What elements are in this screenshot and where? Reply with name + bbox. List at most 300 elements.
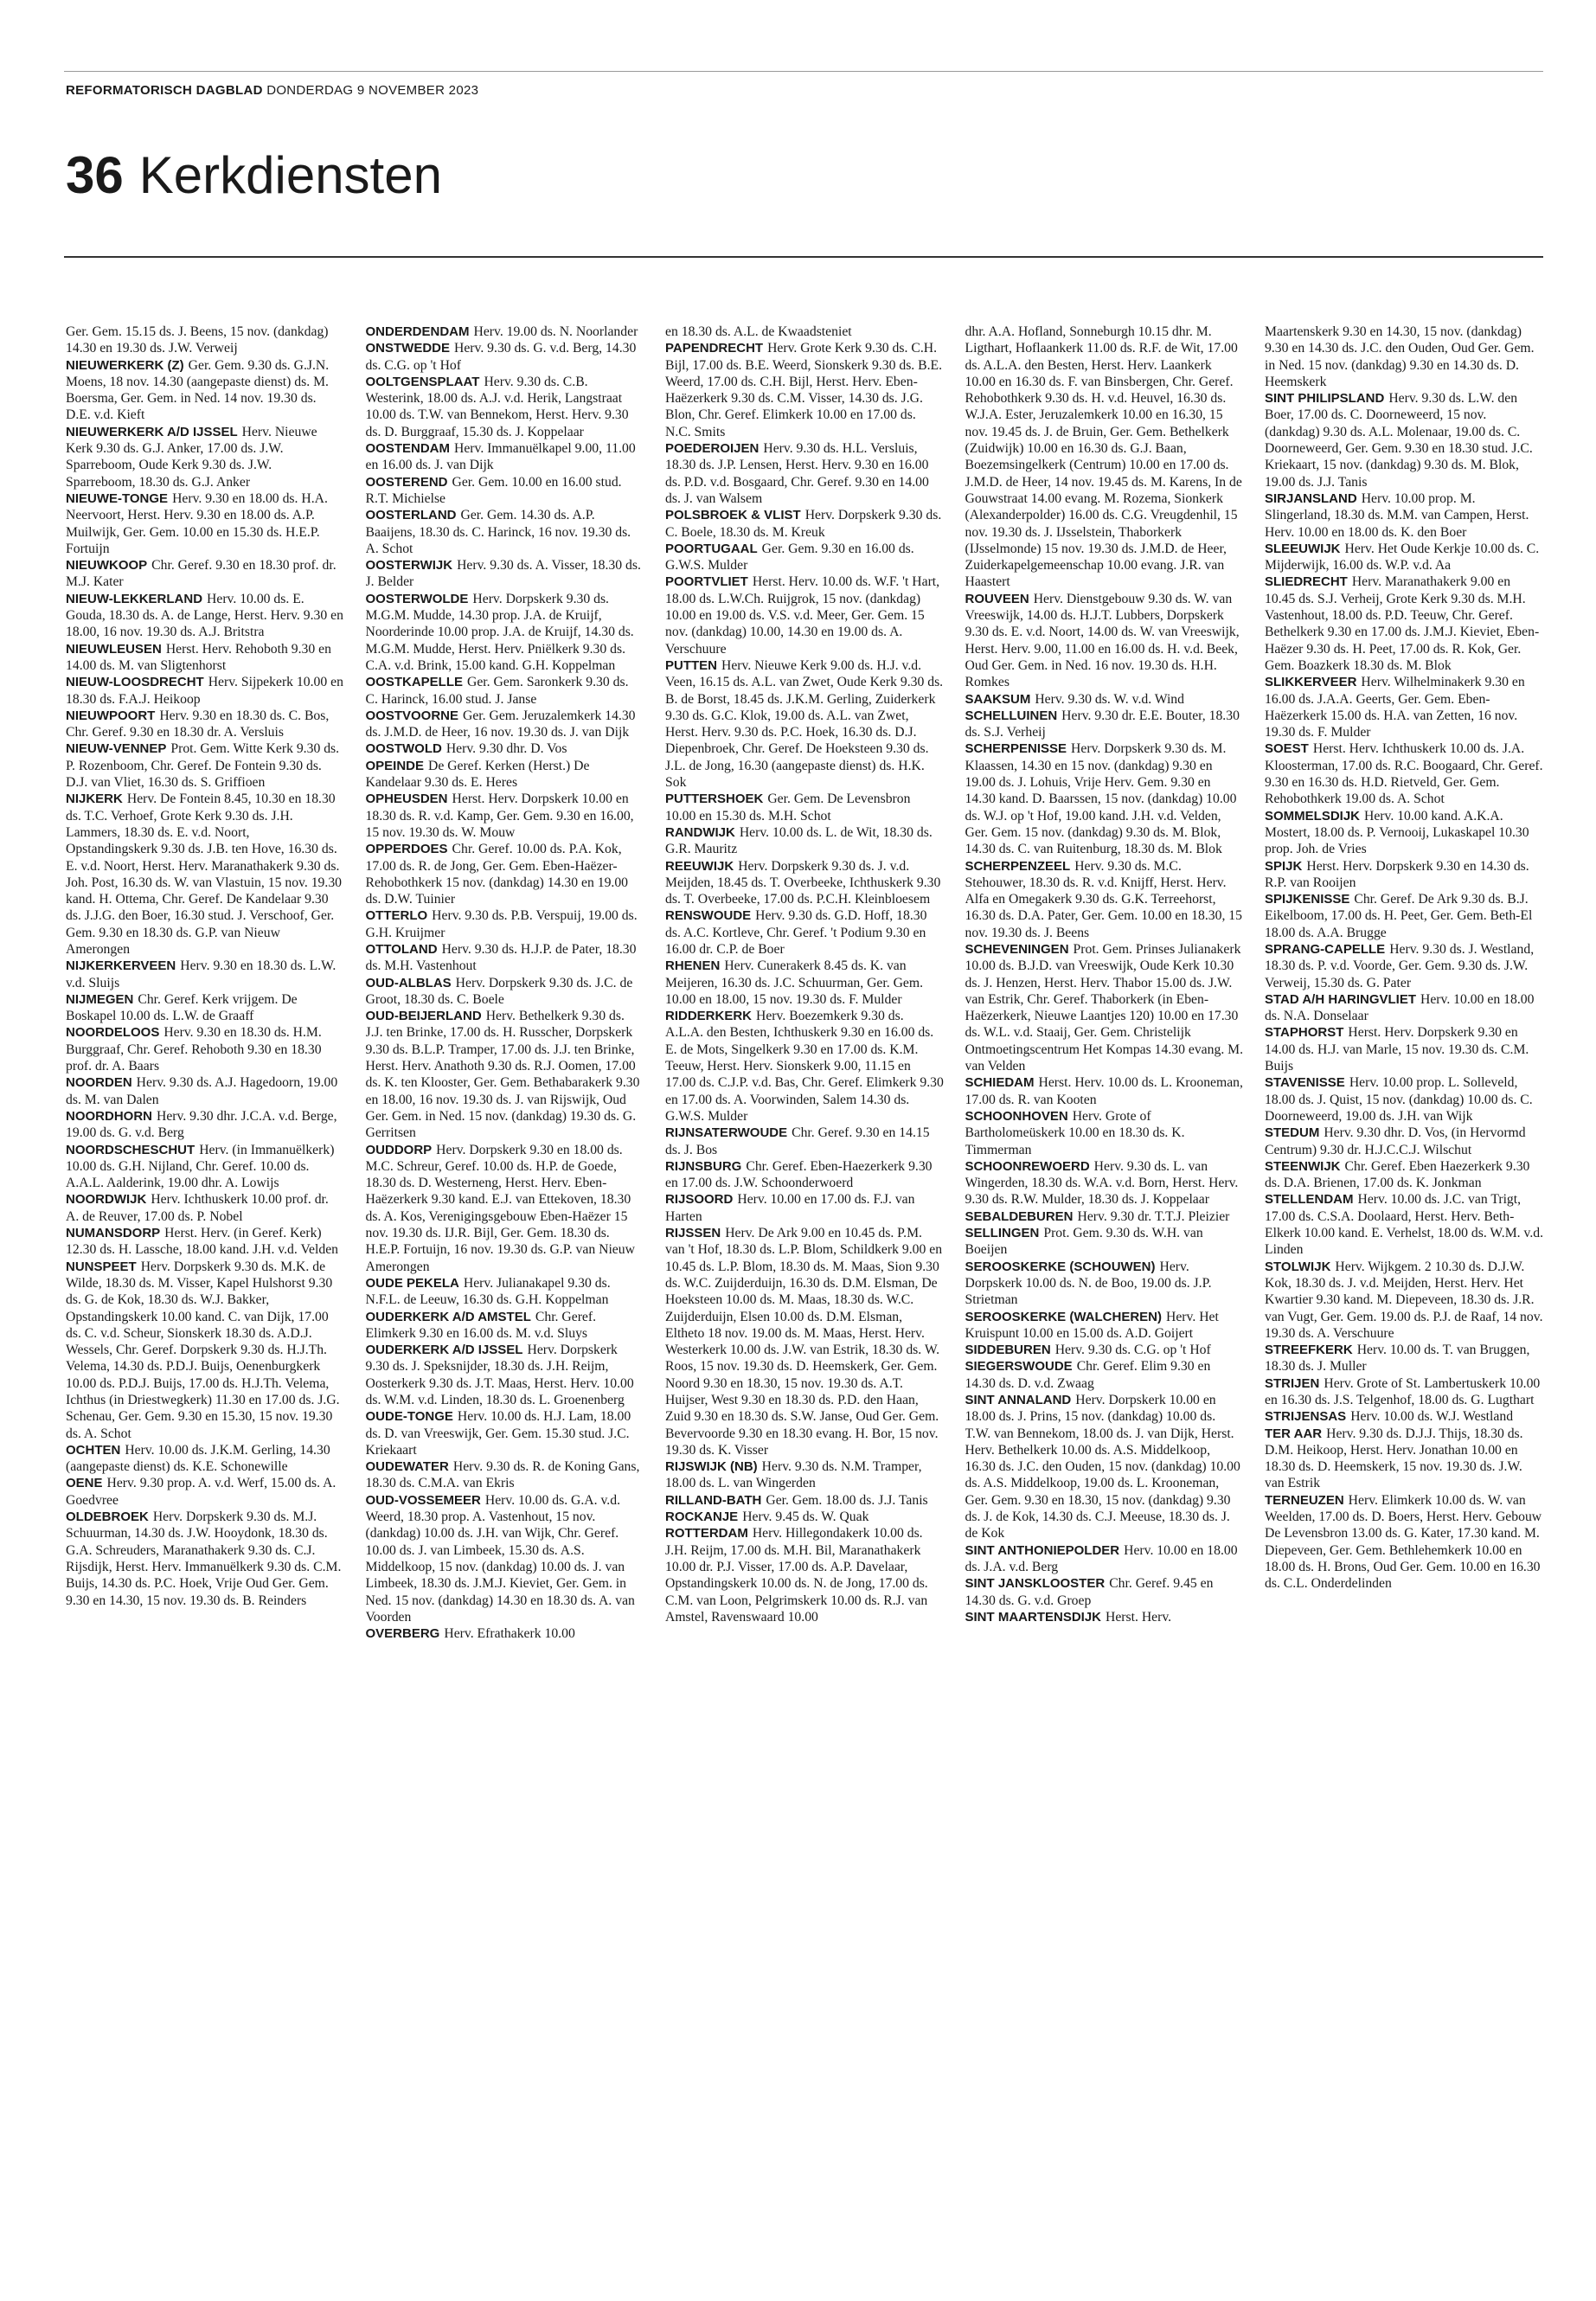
place-name: SCHIEDAM	[965, 1075, 1035, 1091]
place-name: NIEUW-LEKKERLAND	[66, 591, 203, 606]
issue-date: DONDERDAG 9 NOVEMBER 2023	[266, 83, 479, 98]
page-number: 36	[66, 146, 124, 204]
place-name: RIJSWIJK (NB)	[665, 1459, 758, 1475]
service-entry	[66, 357, 344, 424]
service-details: Herv. Grote Kerk 9.30 ds. C.H. Bijl, 17.00 ds. B.E. Weerd, Sionskerk 9.30 ds. B.E. Weerd, 17.00 ds. C.H. Bijl, Herst. Herv. Eben-Haëzerkerk 9.30 ds. C.M. Visser, 14.30 ds. J.G. Blon, Chr. Geref. Elimkerk 10.00 en 17.00 ds. N.C. Smits	[665, 341, 943, 439]
place-name: POORTUGAAL	[665, 541, 758, 556]
service-entry	[665, 1191, 944, 1225]
place-name: SIDDEBUREN	[965, 1343, 1051, 1358]
service-details: Herv. 9.30 dr. E.E. Bouter, 18.30 ds. S.J. Verheij	[965, 708, 1240, 740]
place-name: OUDEWATER	[365, 1459, 449, 1475]
service-entry	[665, 1458, 944, 1492]
service-entry	[66, 557, 344, 591]
service-entry	[366, 1625, 644, 1642]
service-entry	[366, 557, 644, 591]
service-entry	[366, 1492, 644, 1625]
place-name: NIEUWERKERK (Z)	[66, 357, 184, 373]
place-name: NOORDEN	[66, 1075, 132, 1091]
service-entry	[665, 507, 944, 541]
service-details: Herv. 9.30 en 18.30 ds. H.M. Burggraaf, Chr. Geref. Rehoboth 9.30 en 18.30 prof. dr. A. Baars	[66, 1025, 322, 1074]
service-entry	[66, 1509, 344, 1609]
service-entry	[665, 907, 944, 958]
place-name: OOLTGENSPLAAT	[365, 374, 480, 389]
service-entry	[366, 507, 644, 557]
place-name: OCHTEN	[66, 1442, 121, 1458]
service-entry	[965, 324, 1244, 591]
service-details: Herv. Boezemkerk 9.30 ds. A.L.A. den Besten, Ichthuskerk 9.30 en 16.00 ds. E. de Mots, Singelkerk 9.30 en 17.00 ds. K.M. Teeuw, Herst. Herv. Sionskerk 9.00, 11.15 en 17.00 ds. C.J.P. v.d. Bas, Chr. Geref. Elimkerk 9.30 en 17.00 ds. A. Voorwinden, Salem 14.30 ds. G.W.S. Mulder	[665, 1009, 944, 1124]
place-name: OUDERKERK A/D IJSSEL	[365, 1343, 523, 1358]
service-details: Herv. Dienstgebouw 9.30 ds. W. van Vreeswijk, 14.00 ds. H.J.T. Lubbers, Dorpskerk 9.30 ds. E. v.d. Noort, 14.00 ds. W. van Vreeswijk, Herst. Herv. 9.00, 11.00 en 16.00 ds. H. v.d. Beek, Oud Ger. Gem. in Ned. 16 nov. 19.30 ds. H.H. Romkes	[965, 591, 1240, 690]
service-details: Herv. 9.30 ds. H.L. Versluis, 18.30 ds. J.P. Lensen, Herst. Herv. 9.30 en 16.00 ds. P.D. v.d. Bosgaard, Chr. Geref. 9.30 en 14.00 ds. J. van Walsem	[665, 441, 929, 506]
service-entry	[665, 324, 944, 340]
service-details: Herv. 9.30 ds. D.J.J. Thijs, 18.30 ds. D.M. Heikoop, Herst. Herv. Jonathan 10.00 en 18.30 ds. D. Heemskerk, 15 nov. 19.30 ds. J.W. van Estrik	[1265, 1426, 1523, 1491]
service-entry	[1265, 1342, 1543, 1375]
service-details: Herv. Immanuëlkapel 9.00, 11.00 en 16.00 ds. J. van Dijk	[365, 441, 636, 473]
place-name: OOSTEREND	[365, 474, 448, 490]
header-rule	[64, 256, 1543, 258]
service-details: Ger. Gem. 9.30 en 16.00 ds. G.W.S. Mulder	[665, 541, 914, 574]
place-name: NOORDELOOS	[66, 1025, 160, 1041]
listing-column	[665, 324, 944, 2253]
service-details: Herv. 10.00 en 18.00 ds. N.A. Donselaar	[1265, 991, 1535, 1024]
place-name: STELLENDAM	[1265, 1192, 1354, 1208]
service-details: Herv. 10.00 ds. W.J. Westland	[1350, 1409, 1514, 1425]
service-details: Herst. Herv. Ichthuskerk 10.00 ds. J.A. Kloosterman, 17.00 ds. R.C. Boogaard, Chr. Geref. 9.30 en 16.30 ds. H.D. Rietveld, Ger. Gem. Rehobothkerk 19.00 ds. A. Schot	[1265, 741, 1543, 807]
service-details: Herst. Herv.	[1106, 1609, 1172, 1625]
service-details: Herv. 9.30 prop. A. v.d. Werf, 15.00 ds. A. Goedvree	[66, 1476, 337, 1508]
service-entry	[366, 374, 644, 440]
place-name: SLIEDRECHT	[1265, 574, 1348, 590]
place-name: SEROOSKERKE (SCHOUWEN)	[965, 1259, 1156, 1274]
service-entry	[366, 1275, 644, 1309]
service-details: Herv. 9.30 dhr. D. Vos, (in Hervormd Centrum) 9.30 dr. H.J.C.C.J. Wilschut	[1265, 1125, 1526, 1157]
service-details: Prot. Gem. 9.30 ds. W.H. van Boeijen	[965, 1226, 1203, 1258]
service-entry	[1265, 1426, 1543, 1492]
service-entry	[665, 824, 944, 858]
service-details: Prot. Gem. Prinses Julianakerk 10.00 ds. B.J.D. van Vreeswijk, Oude Kerk 10.30 ds. J. Henzen, Herst. Herv. Thabor 15.00 ds. J.W. van Estrik, Chr. Geref. Thaborkerk (in Eben-Haëzerkerk, Nieuwe Laantjes 120) 10.00 en 17.30 ds. W.L. v.d. Staaij, Ger. Gem. Christelijk Ontmoetingscentrum Het Kompas 14.30 evang. M. van Velden	[965, 941, 1244, 1074]
service-entry	[366, 758, 644, 792]
place-name: SELLINGEN	[965, 1226, 1040, 1241]
place-name: RILLAND-BATH	[665, 1492, 762, 1508]
service-entry	[366, 474, 644, 508]
section-header	[66, 145, 442, 206]
place-name: OOSTENDAM	[365, 441, 450, 457]
service-details: Herv. 9.30 en 18.30 ds. L.W. v.d. Sluijs	[66, 958, 337, 990]
service-entry	[1265, 941, 1543, 991]
service-details: Herv. 9.30 ds. G.D. Hoff, 18.30 ds. A.C. Kortleve, Chr. Geref. 't Podium 9.30 en 16.00 dr. C.P. de Boer	[665, 908, 927, 957]
top-rule	[64, 71, 1543, 72]
listing-column	[366, 324, 644, 2253]
service-entry	[965, 691, 1244, 708]
place-name: NIEUWE-TONGE	[66, 490, 169, 506]
service-details: Ger. Gem. 15.15 ds. J. Beens, 15 nov. (dankdag) 14.30 en 19.30 ds. J.W. Verweij	[66, 324, 329, 356]
place-name: NIEUWERKERK A/D IJSSEL	[66, 424, 238, 439]
place-name: STAD A/H HARINGVLIET	[1265, 991, 1416, 1007]
place-name: REEUWIJK	[665, 858, 734, 874]
service-entry	[66, 674, 344, 708]
place-name: NUNSPEET	[66, 1259, 137, 1274]
service-entry	[1265, 390, 1543, 490]
service-entry	[1265, 1125, 1543, 1158]
listing-column	[66, 324, 344, 2253]
service-details: Ger. Gem. 9.30 ds. G.J.N. Moens, 18 nov. 14.30 (aangepaste dienst) ds. M. Boersma, Ger. Gem. in Ned. 14 nov. 19.30 ds. D.E. v.d. Kieft	[66, 357, 330, 423]
service-entry	[66, 958, 344, 991]
service-entry	[66, 1142, 344, 1192]
service-details: Herv. De Fontein 8.45, 10.30 en 18.30 ds. T.C. Verhoef, Grote Kerk 9.30 ds. J.H. Lammers, 18.30 ds. E. v.d. Noort, Opstandingskerk 9.30 ds. J.B. ten Hove, 16.30 ds. E. v.d. Noort, Herst. Herv. Maranathakerk 9.30 ds. Joh. Post, 16.30 ds. W. van Vlastuin, 15 nov. 19.30 kand. H. Ottema, Chr. Geref. De Kandelaar 9.30 ds. J.J.G. den Boer, 16.30 stud. J. Verschoof, Ger. Gem. 9.30 en 18.30 ds. G.P. van Nieuw Amerongen	[66, 792, 343, 957]
place-name: OUD-ALBLAS	[365, 975, 452, 990]
service-details: Herv. Dorpskerk 9.30 ds. J.C. de Groot, 18.30 ds. C. Boele	[365, 975, 633, 1007]
service-details: Herv. Cunerakerk 8.45 ds. K. van Meijeren, 16.30 ds. J.C. Schuurman, Ger. Gem. 10.00 en 18.00, 15 nov. 19.30 ds. F. Mulder	[665, 958, 924, 1007]
service-details: Herv. 10.00 prop. M. Slingerland, 18.30 ds. M.M. van Campen, Herst. Herv. 10.00 en 18.00 ds. K. den Boer	[1265, 490, 1529, 540]
place-name: POORTVLIET	[665, 574, 748, 590]
service-entry	[1265, 1074, 1543, 1125]
place-name: STOLWIJK	[1265, 1259, 1331, 1274]
service-details: Ger. Gem. Saronkerk 9.30 ds. C. Harinck, 16.00 stud. J. Janse	[365, 675, 629, 707]
service-details: Herv. 9.30 en 18.30 ds. C. Bos, Chr. Geref. 9.30 en 18.30 dr. A. Versluis	[66, 708, 330, 740]
place-name: STREEFKERK	[1265, 1343, 1353, 1358]
place-name: SINT PHILIPSLAND	[1265, 391, 1385, 407]
service-details: Herv. Dorpskerk 9.30 ds. M. Klaassen, 14.30 en 15 nov. (dankdag) 9.30 en 19.00 ds. J. Lohuis, Vrije Herv. Gem. 9.30 en 14.30 kand. D. Baarssen, 15 nov. (dankdag) 10.00 ds. W.J. op 't Hof, 19.00 kand. J.H. v.d. Velden, Ger. Gem. 15 nov. (dankdag) 9.30 ds. M. Blok, 14.30 ds. C. van Ruitenburg, 18.30 ds. M. Blok	[965, 741, 1237, 857]
place-name: STRIJENSAS	[1265, 1409, 1347, 1425]
service-details: Herv. Nieuwe Kerk 9.30 ds. G.J. Anker, 17.00 ds. J.W. Sparreboom, Oude Kerk 9.30 ds. J.W. Sparreboom, 18.30 ds. G.J. Anker	[66, 424, 317, 490]
place-name: STAPHORST	[1265, 1025, 1344, 1041]
service-entry	[366, 907, 644, 941]
service-details: Herv. (in Immanuëlkerk) 10.00 ds. G.H. Nijland, Chr. Geref. 10.00 ds. A.A.L. Aalderink, 19.00 dhr. A. Lowijs	[66, 1142, 335, 1191]
service-details: Herv. 9.30 ds. A. Visser, 18.30 ds. J. Belder	[365, 558, 641, 590]
place-name: RENSWOUDE	[665, 908, 752, 924]
service-details: Herv. Het Kruispunt 10.00 en 15.00 ds. A.D. Goijert	[965, 1309, 1219, 1341]
service-entry	[66, 1475, 344, 1509]
place-name: OOSTERLAND	[365, 508, 457, 523]
place-name: SIRJANSLAND	[1265, 490, 1357, 506]
service-entry	[66, 991, 344, 1025]
service-entry	[665, 1525, 944, 1625]
service-details: Herst. Herv. Rehoboth 9.30 en 14.00 ds. M. van Sligtenhorst	[66, 641, 331, 673]
service-entry	[965, 1309, 1244, 1343]
service-details: Herv. 9.30 ds. R. de Koning Gans, 18.30 ds. C.M.A. van Ekris	[365, 1459, 640, 1491]
service-entry	[965, 1259, 1244, 1309]
service-details: De Geref. Kerken (Herst.) De Kandelaar 9.30 ds. E. Heres	[365, 758, 590, 791]
service-entry	[66, 324, 344, 357]
service-entry	[1265, 324, 1543, 390]
place-name: PUTTEN	[665, 657, 717, 673]
place-name: SINT ANTHONIEPOLDER	[965, 1542, 1120, 1558]
service-details: Herv. Dorpskerk 9.30 en 18.00 ds. M.C. Schreur, Geref. 10.00 ds. H.P. de Goede, 18.30 ds. D. Westerneng, Herst. Herv. Eben-Haëzerkerk 9.30 kand. E.J. van Ettekoven, 18.30 ds. A. Kos, Verenigingsgebouw Eben-Haëzer 15 nov. 19.30 ds. IJ.R. Bijl, Ger. Gem. 18.30 ds. H.E.P. Fortuijn, 16 nov. 19.30 ds. G.P. van Nieuw Amerongen	[365, 1142, 635, 1274]
place-name: SCHERPENISSE	[965, 741, 1067, 757]
service-details: Chr. Geref. De Ark 9.30 ds. B.J. Eikelboom, 17.00 ds. H. Peet, Ger. Gem. Beth-El 18.00 ds. A.A. Brugge	[1265, 892, 1533, 940]
service-entry	[366, 340, 644, 374]
service-entry	[665, 791, 944, 824]
service-details: Chr. Geref. Elimkerk 9.30 en 16.00 ds. M. v.d. Sluys	[365, 1309, 597, 1341]
service-details: Chr. Geref. 9.45 en 14.30 ds. G. v.d. Groep	[965, 1576, 1214, 1608]
service-details: Herst. Herv. 10.00 ds. W.F. 't Hart, 18.00 ds. L.W.Ch. Ruijgrok, 15 nov. (dankdag) 10.00 en 19.00 ds. V.S. v.d. Meer, Ger. Gem. 15 nov. (dankdag) 10.00, 14.30 en 19.00 ds. A. Verschuure	[665, 574, 940, 657]
place-name: STEENWIJK	[1265, 1158, 1341, 1174]
service-entry	[366, 791, 644, 841]
service-details: Ger. Gem. De Levensbron 10.00 en 15.30 ds. M.H. Schot	[665, 792, 911, 824]
service-entry	[366, 841, 644, 907]
masthead	[66, 83, 478, 98]
place-name: SCHOONHOVEN	[965, 1108, 1068, 1124]
service-details: Herv. 9.30 dhr. J.C.A. v.d. Berge, 19.00 ds. G. v.d. Berg	[66, 1108, 337, 1141]
service-entry	[66, 1108, 344, 1142]
service-details: Herv. 10.00 kand. A.K.A. Mostert, 18.00 ds. P. Vernooij, Lukaskapel 10.30 prop. Joh. de Vries	[1265, 808, 1529, 857]
service-entry	[66, 1259, 344, 1442]
service-entry	[366, 440, 644, 474]
place-name: PAPENDRECHT	[665, 341, 764, 356]
service-details: Herv. Dorpskerk 9.30 ds. M.G.M. Mudde, 14.30 prop. J.A. de Kruijf, Noorderinde 10.00 prop. J.A. de Kruijf, 14.30 ds. M.G.M. Mudde, Herst. Herv. Pniëlkerk 9.30 ds. C.A. v.d. Brink, 15.00 kand. G.H. Koppelman	[365, 591, 634, 673]
service-details: Herst. Herv. 10.00 ds. L. Krooneman, 17.00 ds. R. van Kooten	[965, 1075, 1243, 1107]
service-details: Herv. Elimkerk 10.00 ds. W. van Weelden, 17.00 ds. D. Boers, Herst. Herv. Gebouw De Levensbron 13.00 ds. G. Kater, 17.30 kand. M. Diepeveen, Ger. Gem. Bethlehemkerk 10.00 en 18.00 ds. H. Brons, Oud Ger. Gem. 10.00 en 16.30 ds. C.L. Onderdelinden	[1265, 1492, 1542, 1592]
service-entry	[665, 1225, 944, 1458]
service-details: Ger. Gem. Jeruzalemkerk 14.30 ds. J.M.D. de Heer, 16 nov. 19.30 ds. J. van Dijk	[365, 708, 636, 740]
service-details: Herv. 10.00 ds. G.A. v.d. Weerd, 18.30 prop. A. Vastenhout, 15 nov. (dankdag) 10.00 ds. J.H. van Wijk, Chr. Geref. 10.00 ds. J. van Limbeek, 15.30 ds. A.S. Middelkoop, 15 nov. (dankdag) 10.00 ds. J. van Limbeek, 18.30 ds. J.M.J. Kieviet, Ger. Gem. in Ned. 15 nov. (dankdag) 14.30 en 18.30 ds. A. van Voorden	[365, 1492, 635, 1625]
service-details: Herv. Dorpskerk 9.30 ds. J. v.d. Meijden, 18.45 ds. T. Overbeeke, Ichthuskerk 9.30 ds. T. Overbeeke, 17.00 ds. P.C.H. Kleinbloesem	[665, 858, 941, 907]
place-name: SCHOONREWOERD	[965, 1158, 1090, 1174]
service-details: Herv. 9.30 dhr. D. Vos	[445, 741, 567, 757]
service-entry	[1265, 1158, 1543, 1192]
service-details: Herv. 10.00 ds. L. de Wit, 18.30 ds. G.R. Mauritz	[665, 824, 933, 857]
service-details: Herv. 9.30 ds. H.J.P. de Pater, 18.30 ds. M.H. Vastenhout	[365, 941, 637, 974]
place-name: SLIKKERVEER	[1265, 675, 1357, 690]
service-details: Ger. Gem. 14.30 ds. A.P. Baaijens, 18.30 ds. C. Harinck, 16 nov. 19.30 ds. A. Schot	[365, 508, 631, 556]
service-entry	[965, 1074, 1244, 1108]
service-details: Herst. Herv. (in Geref. Kerk) 12.30 ds. H. Lassche, 18.00 kand. J.H. v.d. Velden	[66, 1226, 339, 1258]
place-name: POEDEROIJEN	[665, 441, 760, 457]
service-entry	[366, 674, 644, 708]
service-details: Herv. 9.30 ds. M.C. Stehouwer, 18.30 ds. R. v.d. Knijff, Herst. Herv. Alfa en Omegakerk 9.30 ds. G.K. Terreehorst, 16.30 ds. D.A. Pater, Ger. Gem. 10.00 en 18.30, 15 nov. 19.30 ds. J. Beens	[965, 858, 1242, 940]
place-name: NUMANSDORP	[66, 1226, 161, 1241]
service-entry	[1265, 858, 1543, 892]
service-entry	[1265, 1492, 1543, 1593]
service-details: Herv. 10.00 en 17.00 ds. F.J. van Harten	[665, 1192, 915, 1224]
service-details: Herv. 9.30 ds. P.B. Verspuij, 19.00 ds. G.H. Kruijmer	[365, 908, 638, 940]
service-entry	[66, 1074, 344, 1108]
place-name: NIEUW-VENNEP	[66, 741, 167, 757]
place-name: OENE	[66, 1476, 103, 1491]
service-details: Herv. Ichthuskerk 10.00 prof. dr. A. de Reuver, 17.00 ds. P. Nobel	[66, 1192, 329, 1224]
place-name: RIJSSEN	[665, 1226, 721, 1241]
service-entry	[1265, 674, 1543, 740]
service-details: Herst. Herv. Dorpskerk 9.30 en 14.00 ds. H.J. van Marle, 15 nov. 19.30 ds. C.M. Buijs	[1265, 1025, 1529, 1074]
service-entry	[366, 591, 644, 674]
service-details: Maartenskerk 9.30 en 14.30, 15 nov. (dankdag) 9.30 en 14.30 ds. J.C. den Ouden, Oud Ger. Gem. in Ned. 15 nov. (dankdag) 9.30 en 14.30 ds. D. Heemskerk	[1265, 324, 1535, 389]
service-entry	[1265, 1259, 1543, 1342]
service-entry	[66, 791, 344, 958]
service-details: Chr. Geref. Eben-Haezerkerk 9.30 en 17.00 ds. J.W. Schoonderwoerd	[665, 1158, 933, 1191]
service-entry	[665, 541, 944, 574]
service-entry	[965, 708, 1244, 741]
place-name: PUTTERSHOEK	[665, 792, 764, 807]
service-entry	[366, 708, 644, 741]
service-details: Herv. 9.30 ds. G. v.d. Berg, 14.30 ds. C.G. op 't Hof	[365, 341, 637, 373]
service-details: Herv. Sijpekerk 10.00 en 18.30 ds. F.A.J. Heikoop	[66, 675, 343, 707]
service-details: Herv. Dorpskerk 10.00 ds. N. de Boo, 19.00 ds. J.P. Strietman	[965, 1259, 1212, 1308]
place-name: OUDERKERK A/D AMSTEL	[365, 1309, 531, 1324]
place-name: OUDDORP	[365, 1142, 433, 1157]
place-name: NIEUWLEUSEN	[66, 641, 162, 657]
service-entry	[366, 1008, 644, 1141]
service-entry	[665, 340, 944, 440]
place-name: SPRANG-CAPELLE	[1265, 941, 1386, 957]
service-entry	[965, 1208, 1244, 1225]
service-details: Chr. Geref. Eben Haezerkerk 9.30 ds. D.A. Brienen, 17.00 ds. K. Jonkman	[1265, 1158, 1530, 1191]
service-entry	[366, 740, 644, 757]
place-name: SPIJK	[1265, 858, 1303, 874]
service-details: Herv. Grote of Bartholomeüskerk 10.00 en 18.30 ds. K. Timmerman	[965, 1108, 1185, 1157]
place-name: TER AAR	[1265, 1426, 1323, 1441]
place-name: STRIJEN	[1265, 1375, 1320, 1391]
place-name: SINT MAARTENSDIJK	[965, 1609, 1102, 1625]
service-details: Prot. Gem. Witte Kerk 9.30 ds. P. Rozenboom, Chr. Geref. De Fontein 9.30 ds. D.J. van Vliet, 16.30 ds. S. Griffioen	[66, 741, 340, 791]
place-name: POLSBROEK & VLIST	[665, 508, 801, 523]
service-details: Herv. Nieuwe Kerk 9.00 ds. H.J. v.d. Veen, 16.15 ds. A.L. van Zwet, Oude Kerk 9.30 ds. B. de Borst, 18.45 ds. J.K.M. Gerling, Zuiderkerk 9.30 ds. G.C. Klok, 19.00 ds. A.L. van Zwet, Herst. Herv. 9.30 ds. P.C. Hoek, 16.30 ds. D.J. Diepenbroek, Chr. Geref. De Hoeksteen 9.30 ds. J.L. de Jong, 16.30 (aangepaste dienst) ds. H.K. Sok	[665, 657, 944, 791]
service-details: Herv. 10.00 en 18.00 ds. J.A. v.d. Berg	[965, 1542, 1238, 1574]
service-entry	[665, 958, 944, 1008]
service-entry	[66, 1442, 344, 1476]
service-entry	[665, 1492, 944, 1509]
place-name: SIEGERSWOUDE	[965, 1359, 1073, 1375]
place-name: NOORDHORN	[66, 1108, 152, 1124]
place-name: RHENEN	[665, 958, 721, 974]
place-name: SCHELLUINEN	[965, 708, 1058, 723]
service-entry	[66, 708, 344, 741]
place-name: OOSTKAPELLE	[365, 675, 464, 690]
service-entry	[366, 975, 644, 1009]
service-entry	[66, 1225, 344, 1259]
service-entry	[1265, 1024, 1543, 1074]
service-entry	[366, 1458, 644, 1492]
service-details: Herv. 9.45 ds. W. Quak	[742, 1509, 869, 1525]
place-name: OOSTERWOLDE	[365, 591, 469, 606]
service-entry	[1265, 1375, 1543, 1409]
service-details: Chr. Geref. Kerk vrijgem. De Boskapel 10.00 ds. L.W. de Graaff	[66, 991, 298, 1024]
place-name: NIEUWPOORT	[66, 708, 156, 723]
service-entry	[965, 740, 1244, 857]
place-name: SAAKSUM	[965, 691, 1031, 707]
service-entry	[665, 1125, 944, 1158]
service-entry	[965, 1542, 1244, 1576]
place-name: NIJKERK	[66, 792, 123, 807]
service-entry	[665, 657, 944, 791]
service-entry	[965, 1342, 1244, 1358]
service-details: Chr. Geref. 9.30 en 14.15 ds. J. Bos	[665, 1125, 930, 1157]
service-details: Herv. 10.00 prop. L. Solleveld, 18.00 ds. J. Quist, 15 nov. (dankdag) 10.00 ds. C. Doorneweerd, 19.00 ds. J.H. van Wijk	[1265, 1075, 1533, 1124]
service-details: en 18.30 ds. A.L. de Kwaadsteniet	[665, 324, 852, 339]
service-entry	[965, 858, 1244, 941]
service-details: Herv. 9.30 dr. T.T.J. Pleizier	[1077, 1208, 1230, 1224]
place-name: NIJMEGEN	[66, 991, 134, 1007]
service-entry	[66, 424, 344, 490]
service-entry	[665, 574, 944, 657]
service-details: Herv. 19.00 ds. N. Noorlander	[473, 324, 638, 339]
service-details: dhr. A.A. Hofland, Sonneburgh 10.15 dhr. M. Ligthart, Hoflaankerk 11.00 ds. R.F. de Wit, 17.00 ds. A.L.A. den Besten, Herst. Herv. Laankerk 10.00 en 16.30 ds. F. van Binsbergen, Chr. Geref. Rehobothkerk 9.30 ds. H. v.d. Heuvel, 16.30 ds. W.J.A. Ester, Jeruzalemkerk 10.00 en 16.30, 15 nov. 19.45 ds. J. de Bruin, Ger. Gem. Bethelkerk (Zuidwijk) 10.00 en 16.30 ds. G.J. Baan, Boezemsingelkerk (Centrum) 10.00 en 17.00 ds. J.M.D. de Heer, 14 nov. 19.45 ds. M. Karens, In de Gouwstraat 14.00 evang. M. Rozema, Sionkerk (Alexanderpolder) 16.00 ds. C.G. Vreugdenhil, 15 nov. 19.30 ds. J. IJsselstein, Thaborkerk (IJsselmonde) 15 nov. 19.30 ds. J.M.D. de Heer, Zuiderkapelgemeenschap 10.00 evang. J.R. van Haastert	[965, 324, 1242, 590]
service-details: Ger. Gem. 10.00 en 16.00 stud. R.T. Michielse	[365, 474, 622, 506]
service-entry	[965, 941, 1244, 1074]
service-entry	[965, 1392, 1244, 1542]
service-details: Herv. Maranathakerk 9.00 en 10.45 ds. S.J. Verheij, Grote Kerk 9.30 ds. M.H. Vastenhout, 18.00 ds. P.D. Teeuw, Chr. Geref. Bethelkerk 9.30 en 17.00 ds. J.M.J. Kieviet, Eben-Haëzer 9.30 ds. H. Peet, 17.00 ds. R. Kok, Ger. Gem. Boazkerk 18.30 ds. M. Blok	[1265, 574, 1540, 673]
place-name: NIEUW-LOOSDRECHT	[66, 675, 204, 690]
service-entry	[366, 1342, 644, 1408]
service-details: Herv. Bethelkerk 9.30 ds. J.J. ten Brinke, 17.00 ds. H. Russcher, Dorpskerk 9.30 ds. B.L.P. Tramper, 17.00 ds. J.J. ten Brinke, Herst. Herv. Anathoth 9.30 ds. R.J. Oomen, 17.00 ds. K. ten Klooster, Ger. Gem. Bethabarakerk 9.30 en 18.00, 16 nov. 19.30 ds. J. van Rijswijk, Oud Ger. Gem. in Ned. 15 nov. (dankdag) 19.30 ds. G. Gerritsen	[365, 1009, 640, 1141]
service-details: Herv. Dorpskerk 9.30 ds. C. Boele, 18.30 ds. M. Kreuk	[665, 508, 942, 540]
service-details: Ger. Gem. 18.00 ds. J.J. Tanis	[766, 1492, 928, 1508]
service-entry	[965, 1575, 1244, 1609]
service-details: Herv. 9.30 ds. L.W. den Boer, 17.00 ds. C. Doorneweerd, 15 nov. (dankdag) 9.30 ds. A.L. Molenaar, 19.00 ds. C. Doorneweerd, Ger. Gem. 9.30 en 18.30 stud. J.C. Kriekaart, 15 nov. (dankdag) 9.30 ds. M. Blok, 19.00 ds. J.J. Tanis	[1265, 391, 1533, 490]
place-name: SOMMELSDIJK	[1265, 808, 1361, 824]
service-entry	[66, 641, 344, 675]
service-entry	[1265, 991, 1543, 1025]
service-details: Herv. 9.30 ds. C.G. op 't Hof	[1054, 1343, 1211, 1358]
place-name: OLDEBROEK	[66, 1509, 149, 1525]
place-name: OUD-VOSSEMEER	[365, 1492, 481, 1508]
place-name: OPPERDOES	[365, 842, 448, 857]
service-details: Herv. Dorpskerk 9.30 ds. M.K. de Wilde, 18.30 ds. M. Visser, Kapel Hulshorst 9.30 ds. G. de Kok, 18.30 ds. W.J. Bakker, Opstandingskerk 10.00 kand. C. van Dijk, 17.00 ds. C. v.d. Scheur, Sionskerk 18.30 ds. A.D.J. Wessels, Chr. Geref. Dorpskerk 9.30 ds. H.J.Th. Velema, 14.30 ds. P.D.J. Buijs, Oenenburgkerk 10.00 ds. P.D.J. Buijs, 17.00 ds. H.J.Th. Velema, Ichthus (in Driestwegkerk) 11.30 en 17.00 ds. J.G. Schenau, Ger. Gem. 9.30 en 15.30, 15 nov. 19.30 ds. A. Schot	[66, 1259, 340, 1441]
service-entry	[366, 941, 644, 975]
place-name: SEROOSKERKE (WALCHEREN)	[965, 1309, 1163, 1324]
service-details: Herv. 10.00 ds. J.K.M. Gerling, 14.30 (aangepaste dienst) ds. K.E. Schonewille	[66, 1442, 330, 1475]
service-entry	[665, 1158, 944, 1192]
service-details: Herv. 9.30 ds. N.M. Tramper, 18.00 ds. L. van Wingerden	[665, 1459, 922, 1491]
section-title: Kerkdiensten	[138, 146, 442, 204]
service-entry	[965, 1358, 1244, 1392]
place-name: OUDE PEKELA	[365, 1275, 459, 1291]
service-entry	[1265, 1408, 1543, 1425]
service-details: Herv. Wijkgem. 2 10.30 ds. D.J.W. Kok, 18.30 ds. J. v.d. Meijden, Herst. Herv. Het Kwartier 9.30 kand. M. Diepeveen, 18.30 ds. J.R. van Vugt, Ger. Gem. 19.00 ds. P.J. de Raaf, 14 nov. 19.30 ds. A. Verschuure	[1265, 1259, 1543, 1341]
place-name: SLEEUWIJK	[1265, 541, 1341, 556]
place-name: SINT ANNALAND	[965, 1393, 1072, 1407]
place-name: OUD-BEIJERLAND	[365, 1009, 482, 1024]
service-entry	[1265, 490, 1543, 541]
service-details: Herv. 10.00 ds. E. Gouda, 18.30 ds. A. de Lange, Herst. Herv. 9.30 en 18.00, 16 nov. 19.30 ds. A.J. Britstra	[66, 591, 343, 640]
place-name: NIJKERKERVEEN	[66, 958, 176, 974]
service-details: Herv. 9.30 ds. J. Westland, 18.30 ds. P. v.d. Voorde, Ger. Gem. 9.30 ds. J.W. Verweij, 15.30 ds. G. Pater	[1265, 941, 1535, 990]
place-name: ROUVEEN	[965, 591, 1029, 606]
place-name: SCHEVENINGEN	[965, 941, 1069, 957]
place-name: RIJSOORD	[665, 1192, 734, 1208]
place-name: RIJNSATERWOUDE	[665, 1125, 788, 1141]
place-name: OUDE-TONGE	[365, 1409, 453, 1425]
service-details: Chr. Geref. Elim 9.30 en 14.30 ds. D. v.d. Zwaag	[965, 1359, 1211, 1391]
service-details: Herst. Herv. Dorpskerk 9.30 en 14.30 ds. R.P. van Rooijen	[1265, 858, 1529, 890]
place-name: NOORDWIJK	[66, 1192, 147, 1208]
place-name: SINT JANSKLOOSTER	[965, 1576, 1106, 1592]
service-entry	[66, 1191, 344, 1225]
service-details: Herv. Dorpskerk 9.30 ds. M.J. Schuurman, 14.30 ds. J.W. Hooydonk, 18.30 ds. G.A. Schreuders, Maranathakerk 9.30 ds. C.J. Rijsdijk, Herst. Herv. Immanuëlkerk 9.30 ds. C.M. Buijs, 14.30 ds. P.C. Hoek, Vrije Oud Ger. Gem. 9.30 en 14.30, 15 nov. 19.30 ds. B. Reinders	[66, 1509, 342, 1608]
service-entry	[66, 490, 344, 557]
service-details: Herv. Hillegondakerk 10.00 ds. J.H. Reijm, 17.00 ds. M.H. Bil, Maranathakerk 10.00 dr. P.J. Visser, 17.00 ds. A.P. Davelaar, Opstandingskerk 10.00 ds. N. de Jong, 17.00 ds. C.M. van Loon, Pelgrimskerk 10.00 ds. R.J. van Amstel, Ravenswaard 10.00	[665, 1526, 928, 1625]
service-entry	[1265, 574, 1543, 674]
place-name: RANDWIJK	[665, 824, 735, 840]
place-name: RIJNSBURG	[665, 1158, 742, 1174]
service-entry	[366, 1408, 644, 1458]
service-details: Herv. Grote of St. Lambertuskerk 10.00 en 16.30 ds. J.S. Telgenhof, 18.00 ds. G. Lugthart	[1265, 1375, 1541, 1407]
place-name: ONDERDENDAM	[365, 324, 470, 339]
place-name: STEDUM	[1265, 1125, 1320, 1141]
service-entry	[1265, 808, 1543, 858]
service-details: Herv. Julianakapel 9.30 ds. N.F.L. de Leeuw, 16.30 ds. G.H. Koppelman	[365, 1275, 611, 1308]
service-details: Herv. 9.30 ds. W. v.d. Wind	[1035, 691, 1184, 707]
listing-column	[1265, 324, 1543, 2253]
place-name: OOSTERWIJK	[365, 558, 453, 574]
service-entry	[665, 1008, 944, 1125]
service-details: Herv. 9.30 ds. C.B. Westerink, 18.00 ds. A.J. v.d. Herik, Langstraat 10.00 ds. T.W. van Bennekom, Herst. Herv. 9.30 ds. D. Burggraaf, 15.30 ds. J. Koppelaar	[365, 374, 629, 439]
place-name: ONSTWEDDE	[365, 341, 450, 356]
place-name: SOEST	[1265, 741, 1309, 757]
service-entry	[665, 858, 944, 908]
service-entry	[1265, 541, 1543, 574]
service-details: Chr. Geref. 9.30 en 18.30 prof. dr. M.J. Kater	[66, 558, 337, 590]
service-details: Herv. Dorpskerk 10.00 en 18.00 ds. J. Prins, 15 nov. (dankdag) 10.00 ds. T.W. van Bennekom, 18.00 ds. J. van Dijk, Herst. Herv. Bethelkerk 10.00 ds. A.S. Middelkoop, 16.30 ds. J.C. den Ouden, 15 nov. (dankdag) 10.00 ds. A.S. Middelkoop, 19.00 ds. L. Krooneman, Ger. Gem. 9.30 en 18.30, 15 nov. (dankdag) 9.30 ds. J. de Kok, 14.30 ds. C.J. Meeuse, 18.30 ds. J. de Kok	[965, 1393, 1240, 1541]
